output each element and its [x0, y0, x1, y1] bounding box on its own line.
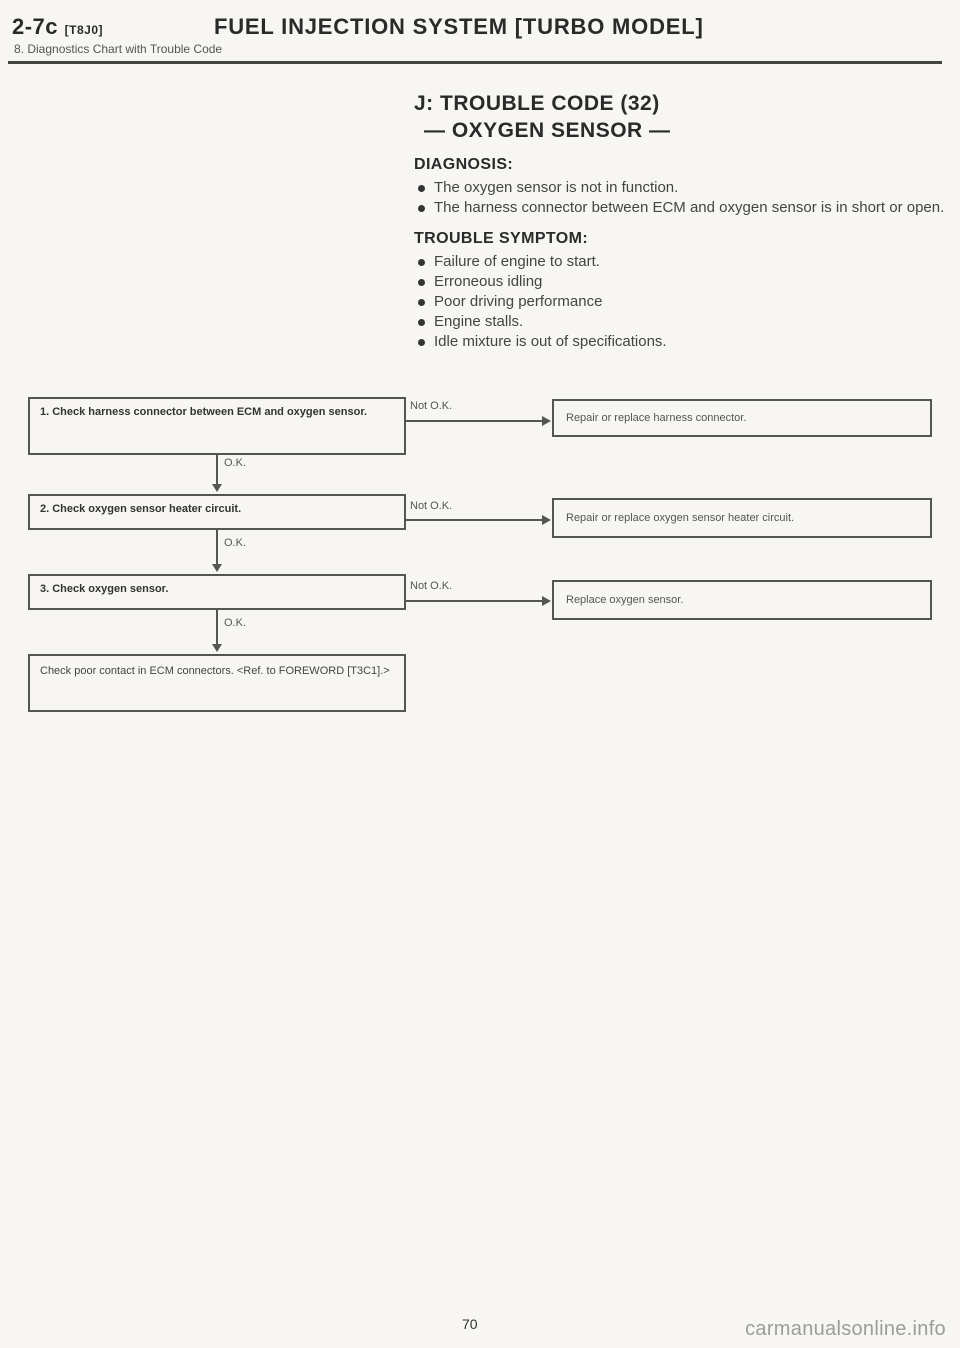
ok-label-3: O.K.	[224, 617, 247, 629]
symptom-item: Failure of engine to start.	[414, 252, 949, 272]
symptom-item: Poor driving performance	[414, 292, 949, 312]
check-step-2: 2. Check oxygen sensor heater circuit.	[28, 494, 406, 530]
ok-label-1: O.K.	[224, 457, 247, 469]
arrow-right-icon	[542, 416, 551, 426]
diagnosis-item: The oxygen sensor is not in function.	[414, 178, 949, 198]
section-title: J: TROUBLE CODE (32)	[414, 92, 660, 115]
action-step-1: Repair or replace harness connector.	[552, 399, 932, 437]
page-title: FUEL INJECTION SYSTEM [TURBO MODEL]	[214, 14, 704, 39]
check-step-1: 1. Check harness connector between ECM and oxygen sensor.	[28, 397, 406, 455]
section-ref: [T8J0]	[64, 23, 104, 37]
symptom-item: Idle mixture is out of specifications.	[414, 332, 949, 352]
arrow-down-icon	[212, 644, 222, 652]
check-step-3: 3. Check oxygen sensor.	[28, 574, 406, 610]
page-subtitle: 8. Diagnostics Chart with Trouble Code	[14, 42, 223, 56]
ok-connector-1	[216, 455, 218, 485]
arrow-down-icon	[212, 564, 222, 572]
arrow-right-icon	[542, 596, 551, 606]
not-ok-connector-2	[406, 519, 544, 521]
arrow-right-icon	[542, 515, 551, 525]
arrow-down-icon	[212, 484, 222, 492]
section-title-sensor: — OXYGEN SENSOR —	[424, 119, 671, 142]
symptom-heading: TROUBLE SYMPTOM:	[414, 230, 589, 247]
not-ok-connector-3	[406, 600, 544, 602]
section-code-number: 2-7c	[12, 14, 59, 39]
diagnosis-item: The harness connector between ECM and oxygen sensor is in short or open.	[414, 198, 949, 218]
not-ok-label-2: Not O.K.	[410, 500, 453, 512]
ok-connector-3	[216, 610, 218, 645]
not-ok-connector-1	[406, 420, 544, 422]
ok-connector-2	[216, 530, 218, 565]
symptom-item: Erroneous idling	[414, 272, 949, 292]
not-ok-label-3: Not O.K.	[410, 580, 453, 592]
ok-label-2: O.K.	[224, 537, 247, 549]
action-step-2: Repair or replace oxygen sensor heater circuit.	[552, 498, 932, 538]
page-number: 70	[462, 1316, 478, 1332]
action-step-3: Replace oxygen sensor.	[552, 580, 932, 620]
watermark: carmanualsonline.info	[745, 1318, 946, 1340]
final-action: Check poor contact in ECM connectors. <Ref. to FOREWORD [T3C1].>	[28, 654, 406, 712]
diagnosis-heading: DIAGNOSIS:	[414, 156, 514, 173]
symptom-item: Engine stalls.	[414, 312, 949, 332]
not-ok-label-1: Not O.K.	[410, 400, 453, 412]
